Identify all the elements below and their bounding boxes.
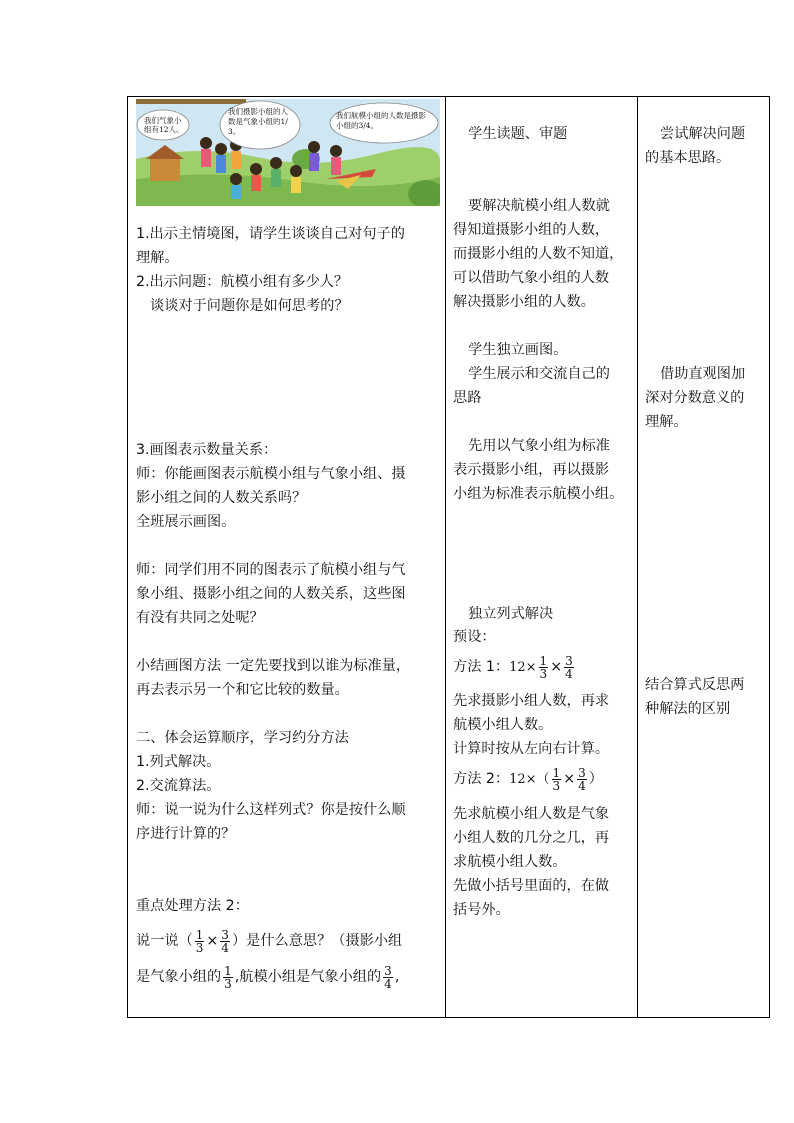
text-line: 师：你能画图表示航模小组与气象小组、摄 — [136, 466, 406, 482]
text-line: 计算时按从左向右计算。 — [453, 741, 610, 757]
text-line: 序进行计算的？ — [136, 826, 236, 842]
text-line: 预设： — [453, 629, 496, 645]
text-line: 象小组、摄影小组之间的人数关系，这些图 — [136, 586, 406, 602]
text-line: 学生独立画图。 — [468, 342, 568, 358]
text-line: 再去表示另一个和它比较的数量。 — [136, 682, 349, 698]
text-line: 深对分数意义的 — [645, 390, 745, 406]
formula-line: 说一说（ $\frac{1}{3}$ × $\frac{3}{4}$ ）是什么意思？（摄影小组 — [136, 927, 403, 955]
text-line: 谈谈对于问题你是如何思考的？ — [150, 298, 349, 314]
fraction: $\frac{3}{4}$ — [221, 927, 229, 955]
text-line: 借助直观图加 — [660, 366, 746, 382]
text-line: 2.出示问题：航模小组有多少人？ — [136, 274, 349, 290]
text-line: 括号外。 — [453, 902, 510, 918]
text-line: 师：说一说为什么这样列式？你是按什么顺 — [136, 802, 406, 818]
text-line: 学生展示和交流自己的 — [468, 366, 610, 382]
teacher-activity-column — [128, 97, 446, 1017]
text-line: 结合算式反思两 — [645, 677, 745, 693]
text-line: 小组人数的几分之几，再 — [453, 830, 610, 846]
fraction: $\frac{3}{4}$ — [384, 963, 392, 991]
fraction: $\frac{1}{3}$ — [539, 653, 548, 681]
text-line: 1.出示主情境图，请学生谈谈自己对句子的 — [136, 226, 405, 242]
text-line: 思路 — [453, 390, 482, 406]
text-line: 先用以气象小组为标准 — [468, 438, 610, 454]
text-line: 小组为标准表示航模小组。 — [453, 486, 624, 502]
fraction: $\frac{3}{4}$ — [565, 653, 573, 681]
fraction: $\frac{3}{4}$ — [578, 765, 586, 793]
text-line: 先求摄影小组人数，再求 — [453, 693, 610, 709]
fraction: $\frac{1}{3}$ — [552, 765, 561, 793]
method-one-formula: 方法 1：12× $\frac{1}{3}$ × $\frac{3}{4}$ — [453, 653, 573, 681]
text-line: 表示摄影小组，再以摄影 — [453, 462, 610, 478]
text-line: 1.列式解决。 — [136, 754, 221, 770]
text-line: 影小组之间的人数关系吗？ — [136, 490, 307, 506]
section-heading: 二、体会运算顺序，学习约分方法 — [136, 730, 349, 746]
fraction: $\frac{1}{3}$ — [224, 963, 232, 991]
text-line: 的基本思路。 — [645, 150, 731, 166]
text-line: 航模小组人数。 — [453, 717, 553, 733]
text-line: 而摄影小组的人数不知道， — [453, 246, 624, 262]
speech-bubble-weather: 我们气象小组有12人。 — [144, 116, 184, 134]
text-line: 得知道摄影小组的人数， — [453, 222, 610, 238]
situation-illustration — [136, 99, 440, 206]
text-line: 理解。 — [645, 414, 688, 430]
text-line: 3.画图表示数量关系： — [136, 442, 278, 458]
text-line: 求航模小组人数。 — [453, 854, 567, 870]
fraction: $\frac{1}{3}$ — [195, 927, 204, 955]
text-line: 先求航模小组人数是气象 — [453, 806, 610, 822]
text-line: 理解。 — [136, 250, 179, 266]
speech-bubble-model: 我们航模小组的人数是摄影小组的3/4。 — [336, 111, 426, 130]
text-line: 先做小括号里面的，在做 — [453, 878, 610, 894]
text-line: 全班展示画图。 — [136, 514, 236, 530]
method-two-formula: 方法 2：12×（ $\frac{1}{3}$ × $\frac{3}{4}$ ） — [453, 765, 603, 793]
formula-line: 是气象小组的 $\frac{1}{3}$ ,航模小组是气象小组的 $\frac{3}{4}$ , — [136, 963, 400, 991]
student-activity-column — [446, 97, 638, 1017]
text-line: 小结画图方法 一定先要找到以谁为标准量， — [136, 658, 411, 674]
text-line: 2.交流算法。 — [136, 778, 221, 794]
text-line: 独立列式解决 — [468, 606, 554, 622]
text-line: 要解决航模小组人数就 — [468, 198, 610, 214]
text-line: 师：同学们用不同的图表示了航模小组与气 — [136, 562, 406, 578]
text-line: 可以借助气象小组的人数 — [453, 270, 610, 286]
design-intent-column — [638, 97, 770, 1017]
text-line: 尝试解决问题 — [660, 126, 746, 142]
text-line: 有没有共同之处呢？ — [136, 610, 264, 626]
speech-bubble-photo: 我们摄影小组的人数是气象小组的1/3。 — [228, 107, 288, 136]
text-line: 种解法的区别 — [645, 701, 731, 717]
text-line: 学生读题、审题 — [468, 126, 568, 142]
text-line: 重点处理方法 2： — [136, 898, 249, 914]
lesson-table — [127, 96, 770, 1018]
text-line: 解决摄影小组的人数。 — [453, 294, 595, 310]
